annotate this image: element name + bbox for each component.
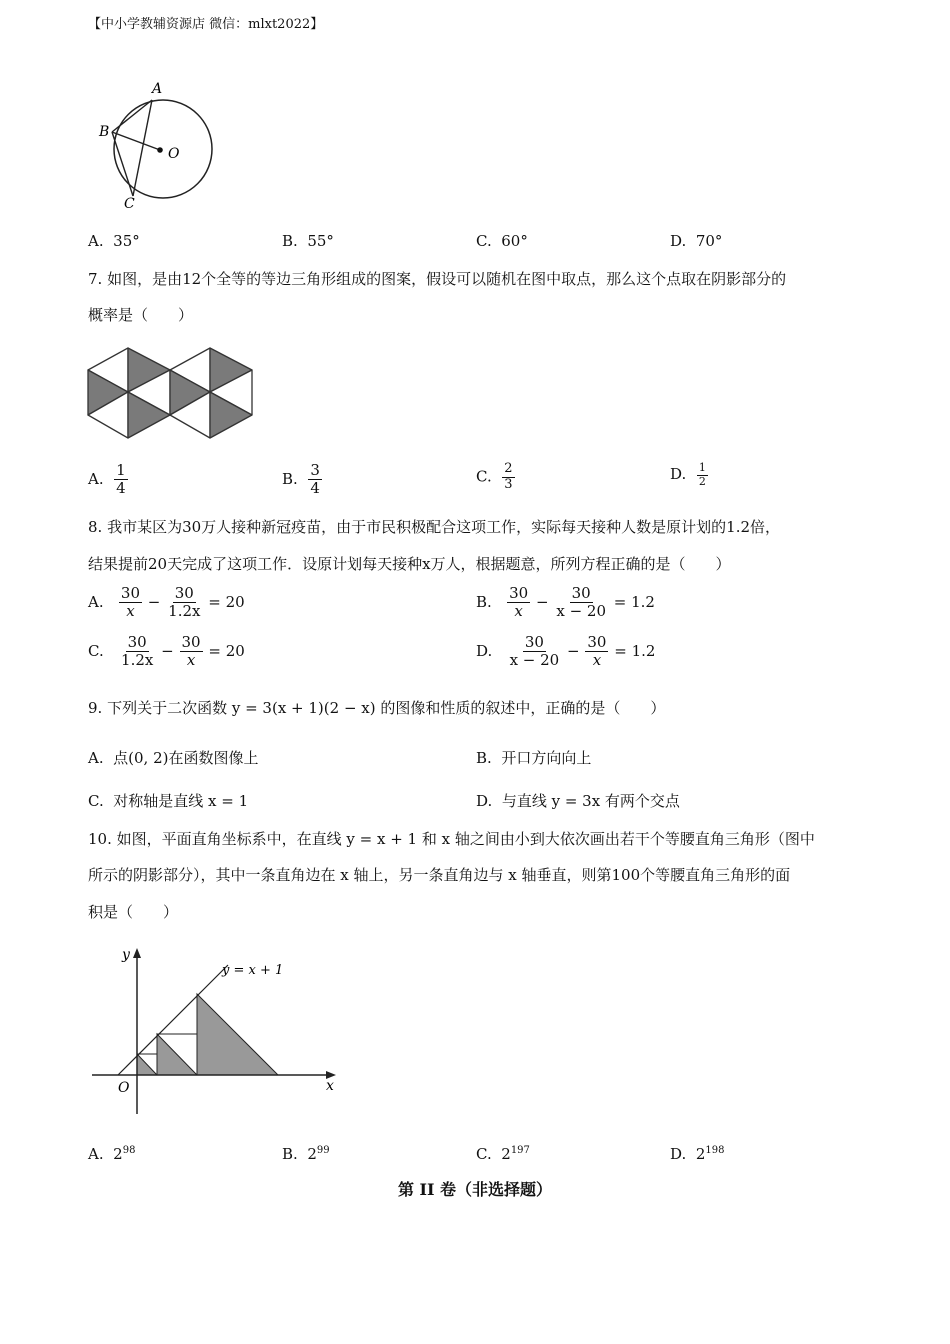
option-letter: B.	[476, 592, 492, 611]
option-letter: C.	[476, 467, 492, 486]
q9-stem: 9. 下列关于二次函数 y = 3(x + 1)(2 − x) 的图像和性质的叙述中，正确的是（ ）	[88, 699, 666, 717]
power-base: 2	[307, 1145, 317, 1163]
right-hand-side: = 1.2	[613, 592, 655, 611]
denominator: x	[514, 602, 523, 621]
label-o: O	[168, 146, 180, 162]
label-a: A	[152, 81, 163, 97]
denominator: x	[186, 651, 196, 670]
y-axis-arrow-icon	[133, 948, 141, 958]
option-text: 点(0, 2)在函数图像上	[113, 749, 259, 767]
option-text: 对称轴是直线 x = 1	[113, 792, 249, 810]
fraction	[507, 585, 530, 621]
power-base: 2	[113, 1145, 123, 1163]
label-origin: O	[118, 1080, 130, 1096]
fraction	[502, 462, 514, 493]
denominator: 1.2x	[168, 602, 201, 621]
denominator: x − 20	[509, 651, 560, 670]
denominator: 3	[504, 476, 513, 492]
q9-option-b[interactable]	[476, 747, 591, 769]
power-exponent: 98	[122, 1145, 136, 1156]
q8-option-c[interactable]	[88, 634, 245, 670]
q7-option-d[interactable]	[670, 462, 709, 488]
q8-option-d[interactable]	[476, 634, 655, 670]
numerator: 30	[509, 584, 529, 602]
numerator: 30	[120, 584, 141, 602]
triangle-shaded	[157, 1034, 197, 1075]
option-text: 与直线 y = 3x 有两个交点	[501, 792, 680, 810]
denominator: 4	[310, 479, 320, 498]
q10-option-b[interactable]	[282, 1140, 330, 1165]
fraction	[180, 634, 203, 670]
q8-stem-line2: 结果提前20天完成了这项工作．设原计划每天接种x万人，根据题意，所列方程正确的是（ ）	[88, 555, 731, 573]
option-letter: B.	[282, 1145, 298, 1163]
numerator: 2	[504, 461, 513, 476]
option-letter: A.	[88, 592, 104, 611]
label-y: y	[122, 947, 130, 963]
denominator: 2	[698, 474, 706, 488]
option-letter: A.	[88, 232, 104, 250]
q10-option-a[interactable]	[88, 1140, 135, 1165]
option-letter: C.	[476, 1145, 492, 1163]
q9-option-d[interactable]	[476, 790, 680, 812]
option-letter: C.	[476, 232, 492, 250]
denominator: x − 20	[556, 602, 606, 621]
denominator: 4	[116, 479, 126, 498]
option-letter: B.	[282, 232, 298, 250]
label-line-equation: y = x + 1	[222, 963, 284, 978]
numerator: 30	[587, 633, 607, 651]
label-x: x	[326, 1078, 334, 1094]
fraction	[114, 462, 128, 498]
fraction	[585, 634, 608, 670]
option-letter: A.	[88, 749, 104, 767]
power-exponent: 99	[316, 1145, 330, 1156]
option-letter: D.	[476, 641, 493, 660]
q10-stem-line1: 10. 如图，平面直角坐标系中，在直线 y = x + 1 和 x 轴之间由小到大依次画出若干个等腰直角三角形（图中	[88, 830, 815, 848]
center-point	[157, 147, 163, 153]
triangle-shaded	[197, 994, 278, 1075]
label-b: B	[99, 124, 110, 140]
option-text: 35°	[113, 232, 140, 250]
option-letter: C.	[88, 641, 104, 660]
q8-option-a[interactable]	[88, 585, 245, 621]
fraction	[166, 585, 202, 621]
operator: −	[535, 592, 549, 611]
triangle-shaded	[137, 1054, 157, 1075]
q6-circle-figure	[90, 78, 230, 213]
q9-option-a[interactable]	[88, 747, 258, 769]
option-letter: D.	[670, 1145, 687, 1163]
numerator: 30	[524, 633, 544, 651]
option-text: 70°	[695, 232, 723, 250]
power-base: 2	[695, 1145, 706, 1163]
numerator: 1	[116, 461, 126, 479]
q6-option-c[interactable]	[476, 230, 528, 252]
fraction	[119, 634, 155, 670]
q7-stem-line1: 7. 如图，是由12个全等的等边三角形组成的图案，假设可以随机在图中取点，那么这个点取在阴影部分的	[88, 270, 787, 288]
numerator: 30	[174, 584, 194, 602]
option-letter: C.	[88, 792, 104, 810]
numerator: 30	[127, 633, 147, 651]
q6-option-b[interactable]	[282, 230, 334, 252]
fraction	[308, 462, 322, 498]
right-hand-side: = 20	[208, 641, 245, 660]
q10-stem-line2: 所示的阴影部分），其中一条直角边在 x 轴上，另一条直角边与 x 轴垂直，则第100个等腰直角三角形的面	[88, 866, 791, 884]
q6-option-d[interactable]	[670, 230, 722, 252]
q8-stem-line1: 8. 我市某区为30万人接种新冠疫苗，由于市民积极配合这项工作，实际每天接种人数是原计划的1.2倍，	[88, 518, 781, 536]
option-text: 55°	[307, 232, 334, 250]
option-letter: D.	[670, 232, 687, 250]
numerator: 1	[698, 461, 706, 474]
fraction	[508, 634, 562, 670]
q10-option-c[interactable]	[476, 1140, 530, 1165]
denominator: 1.2x	[121, 651, 154, 670]
option-text: 开口方向向上	[501, 749, 592, 767]
option-letter: B.	[282, 469, 298, 488]
power-exponent: 198	[705, 1145, 725, 1156]
q7-option-c[interactable]	[476, 462, 516, 493]
operator: −	[567, 641, 580, 660]
label-c: C	[124, 196, 135, 212]
numerator: 3	[310, 461, 320, 479]
option-letter: A.	[88, 1145, 104, 1163]
power-base: 2	[501, 1145, 511, 1163]
segment-bc	[112, 132, 133, 196]
q7-stem-line2: 概率是（ ）	[88, 306, 194, 324]
numerator: 30	[571, 584, 591, 602]
segment-bo	[112, 132, 160, 150]
q10-coordinate-figure	[88, 940, 353, 1120]
q7-triangle-figure	[86, 346, 256, 440]
fraction	[554, 585, 608, 621]
operator: −	[161, 641, 174, 660]
right-hand-side: = 1.2	[614, 641, 656, 660]
power-exponent: 197	[510, 1145, 530, 1156]
denominator: x	[126, 602, 135, 621]
page-header: 【中小学教辅资源店 微信：mlxt2022】	[88, 17, 324, 32]
numerator: 30	[181, 633, 201, 651]
option-text: 60°	[501, 232, 528, 250]
q9-option-c[interactable]	[88, 790, 248, 812]
q7-option-b[interactable]	[282, 462, 323, 498]
q8-option-b[interactable]	[476, 585, 655, 621]
option-letter: B.	[476, 749, 492, 767]
fraction	[697, 462, 708, 488]
q7-option-a[interactable]	[88, 462, 129, 498]
right-hand-side: = 20	[208, 592, 245, 611]
q6-option-a[interactable]	[88, 230, 140, 252]
segment-ac	[133, 100, 152, 196]
q10-option-d[interactable]	[670, 1140, 724, 1165]
section-title: 第 II 卷（非选择题）	[397, 1180, 553, 1199]
q10-stem-line3: 积是（ ）	[88, 903, 179, 921]
option-letter: A.	[88, 469, 104, 488]
denominator: x	[592, 651, 602, 670]
operator: −	[147, 592, 161, 611]
fraction	[119, 585, 142, 621]
option-letter: D.	[670, 465, 687, 484]
option-letter: D.	[476, 792, 493, 810]
